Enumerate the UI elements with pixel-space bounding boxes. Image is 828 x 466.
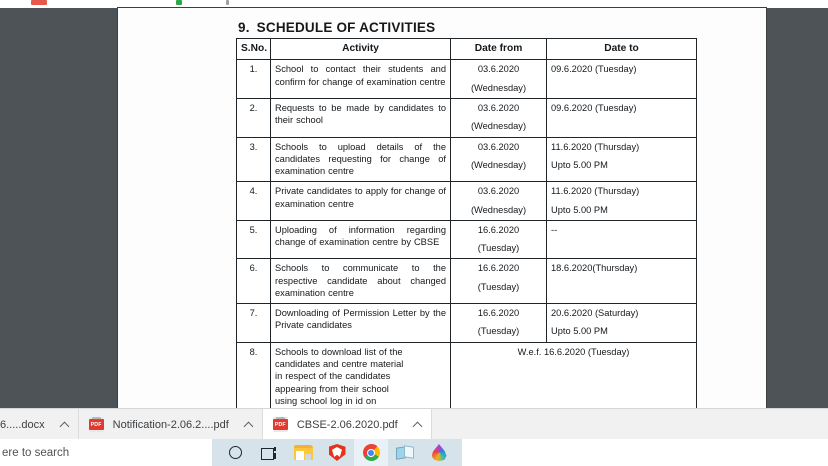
cell-sno: 6. <box>237 259 271 304</box>
cell-date-from <box>451 182 547 221</box>
pdf-page <box>118 8 766 408</box>
cell-activity: Schools to communicate to the respective candidate about changed examination centre <box>271 259 451 304</box>
schedule-of-activities-table <box>236 38 697 425</box>
date-to-line2: Upto 5.00 PM <box>551 204 608 215</box>
column-header-activity: Activity <box>271 39 451 60</box>
downloads-bar <box>0 408 828 440</box>
cell-date-to <box>547 182 697 221</box>
date-to-line2: Upto 5.00 PM <box>551 159 608 170</box>
date-from-line1: 16.6.2020 <box>477 308 520 319</box>
chevron-up-icon[interactable] <box>61 420 70 429</box>
taskbar-icon-strip <box>212 439 462 466</box>
paint-drop-icon[interactable] <box>422 439 456 466</box>
cell-date-to <box>547 304 697 343</box>
cell-date-to <box>547 60 697 99</box>
cell-sno: 3. <box>237 137 271 182</box>
cell-date-from <box>451 60 547 99</box>
task-view-icon[interactable] <box>252 439 286 466</box>
table-row <box>237 220 697 259</box>
gray-toolbar-mark <box>226 0 229 5</box>
download-item-label: 6.....docx <box>0 418 45 431</box>
cell-activity: Downloading of Permission Letter by the Private candidates <box>271 304 451 343</box>
table-row <box>237 137 697 182</box>
date-from-line2: (Wednesday) <box>470 121 527 132</box>
cell-date-from <box>451 137 547 182</box>
activity-line: using school log in id on <box>275 395 377 406</box>
section-title: SCHEDULE OF ACTIVITIES <box>256 20 436 35</box>
date-to-line1: 09.6.2020 (Tuesday) <box>551 64 637 75</box>
table-row <box>237 304 697 343</box>
section-heading <box>238 20 435 35</box>
taskbar-right-filler <box>462 439 828 466</box>
red-toolbar-mark <box>31 0 47 5</box>
cell-date-from <box>451 304 547 343</box>
cell-sno: 8. <box>237 342 271 425</box>
download-item-label: Notification-2.06.2....pdf <box>112 418 229 431</box>
document-content <box>118 8 766 408</box>
cell-date-to <box>547 98 697 137</box>
cell-sno: 7. <box>237 304 271 343</box>
download-item-label: CBSE-2.06.2020.pdf <box>296 418 398 431</box>
table-row <box>237 259 697 304</box>
activity-line: appearing from their school <box>275 383 389 394</box>
date-from-line2: (Tuesday) <box>477 281 520 292</box>
notepad-book-icon[interactable] <box>388 439 422 466</box>
pdf-icon-badge: PDF <box>89 419 104 430</box>
search-placeholder-text: ere to search <box>2 446 70 459</box>
table-row <box>237 60 697 99</box>
cell-activity: Schools to upload details of the candidates requesting for change of examination centre <box>271 137 451 182</box>
table-body <box>237 60 697 425</box>
date-to-line1: 11.6.2020 (Thursday) <box>551 141 640 152</box>
date-from-line1: 03.6.2020 <box>477 102 520 113</box>
green-toolbar-mark <box>176 0 182 5</box>
cell-sno: 4. <box>237 182 271 221</box>
section-number: 9. <box>238 20 250 35</box>
brave-browser-icon[interactable] <box>320 439 354 466</box>
date-from-line2: (Tuesday) <box>477 243 520 254</box>
cell-date-from <box>451 259 547 304</box>
column-header-date-from: Date from <box>451 39 547 60</box>
table-row <box>237 98 697 137</box>
cell-date-to <box>547 259 697 304</box>
search-input[interactable] <box>0 439 212 466</box>
cell-activity: Uploading of information regarding change of examination centre by CBSE <box>271 220 451 259</box>
cell-activity: Private candidates to apply for change of examination centre <box>271 182 451 221</box>
date-from-line1: 16.6.2020 <box>477 263 520 274</box>
pdf-file-icon <box>89 417 104 432</box>
date-to-line1: 20.6.2020 (Saturday) <box>551 308 639 319</box>
date-to-line2: Upto 5.00 PM <box>551 326 608 337</box>
date-to-line1: 09.6.2020 (Tuesday) <box>551 102 637 113</box>
download-item[interactable] <box>79 409 263 440</box>
activity-line: candidates and centre material <box>275 358 404 369</box>
date-to-line1: -- <box>551 224 558 235</box>
file-explorer-icon[interactable] <box>286 439 320 466</box>
pdf-file-icon <box>273 417 288 432</box>
viewer-right-gutter <box>766 8 828 408</box>
date-to-line1: 18.6.2020(Thursday) <box>551 263 638 274</box>
column-header-sno: S.No. <box>237 39 271 60</box>
date-from-line1: 03.6.2020 <box>477 64 520 75</box>
date-from-line1: 16.6.2020 <box>477 224 520 235</box>
cell-sno: 2. <box>237 98 271 137</box>
cell-date-to <box>547 220 697 259</box>
cell-activity: Requests to be made by candidates to their school <box>271 98 451 137</box>
cell-date-from <box>451 98 547 137</box>
cell-date-from <box>451 220 547 259</box>
cell-sno: 1. <box>237 60 271 99</box>
google-chrome-icon[interactable] <box>354 439 388 466</box>
date-from-line2: (Tuesday) <box>477 326 520 337</box>
viewer-left-gutter <box>0 8 118 408</box>
pdf-viewer[interactable] <box>0 8 828 408</box>
table-row <box>237 182 697 221</box>
activity-line: in respect of the candidates <box>275 371 391 382</box>
cortana-icon[interactable] <box>218 439 252 466</box>
cell-merged-date: W.e.f. 16.6.2020 (Tuesday) <box>451 342 697 425</box>
table-header-row <box>237 39 697 60</box>
date-from-line2: (Wednesday) <box>470 82 527 93</box>
activity-line: Schools to download list of the <box>275 346 403 357</box>
date-from-line1: 03.6.2020 <box>477 141 520 152</box>
pdf-icon-badge: PDF <box>273 419 288 430</box>
cell-activity: School to contact their students and confirm for change of examination centre <box>271 60 451 99</box>
date-from-line1: 03.6.2020 <box>477 186 520 197</box>
chevron-up-icon[interactable] <box>245 420 254 429</box>
chevron-up-icon[interactable] <box>414 420 423 429</box>
date-from-line2: (Wednesday) <box>470 204 527 215</box>
date-from-line2: (Wednesday) <box>470 159 527 170</box>
date-to-line1: 11.6.2020 (Thursday) <box>551 186 640 197</box>
windows-taskbar <box>0 439 828 466</box>
cell-date-to <box>547 137 697 182</box>
column-header-date-to: Date to <box>547 39 697 60</box>
download-item[interactable] <box>0 409 79 440</box>
download-item[interactable] <box>263 409 432 440</box>
cell-sno: 5. <box>237 220 271 259</box>
